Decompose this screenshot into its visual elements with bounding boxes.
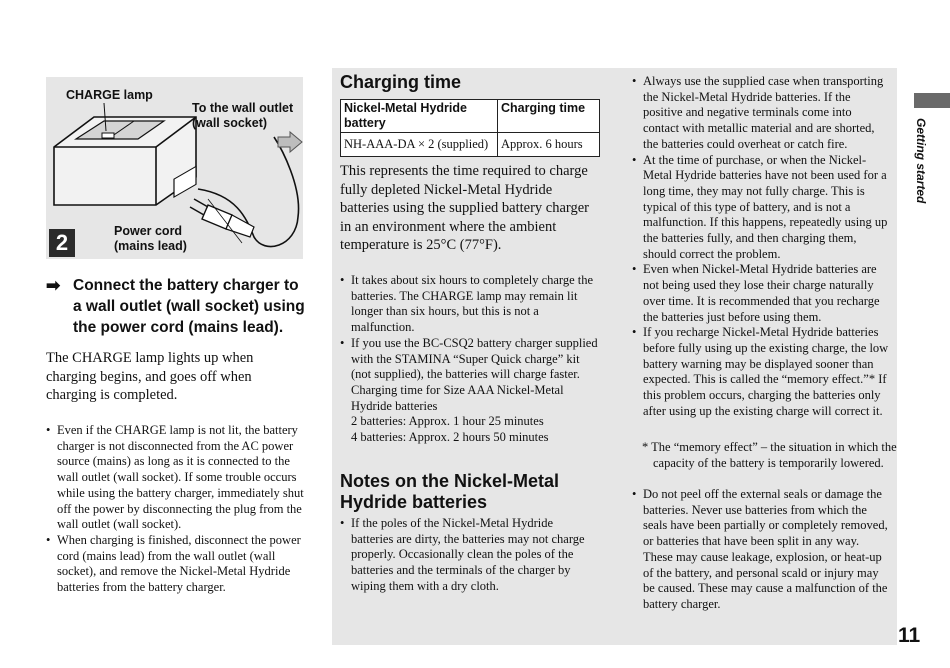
list-item: • Always use the supplied case when transporting the Nickel-Metal Hydride batteries. If the positive and negative terminals come into contact with metallic material and are shorted, the batteries could overheat or catch fire. (632, 74, 890, 153)
super-quick-charge-note: If you use the BC-CSQ2 battery charger supplied with the STAMINA “Super Quick charge” kit (not supplied), the batteries will charge faster. (351, 335, 598, 382)
step-number-badge: 2 (49, 229, 75, 257)
section-tab-label (912, 118, 932, 218)
step-title-text: Connect the battery charger to a wall outlet (wall socket) using the power cord (mains lead). (73, 277, 305, 336)
list-item: • At the time of purchase, or when the Nickel-Metal Hydride batteries have not been used for a long time, they may not fully charge. This is typical of this type of battery, and is not a malfunction. If this happens, repeatedly using up the batteries fully, and then charging them, should correct the problem. (632, 153, 890, 263)
charging-notes-list (340, 273, 598, 446)
notes-heading: Notes on the Nickel-Metal Hydride batteries (340, 471, 560, 512)
charge-lamp-intro: The CHARGE lamp lights up when charging begins, and goes off when charging is completed. (46, 350, 254, 403)
list-item: • If you recharge Nickel-Metal Hydride batteries before fully using up the existing charge, the low battery warning may be displayed sooner than expected. This is called the “memory effect.”* If this problem occurs, charging the batteries only after using up the existing charge will correct it. (632, 325, 890, 419)
list-item: • Do not peel off the external seals or damage the batteries. Never use batteries from which the seals have been partially or completely removed, or batteries that have been split in any way. These may cause leakage, explosion, or heat-up of the battery, and personal scald or injury may be caused. These may cause a malfunction of the battery charger. (632, 487, 890, 613)
list-item: • When charging is finished, disconnect the power cord (mains lead) from the wall outlet (wall socket), and remove the Nickel-Metal Hydride batteries from the battery charger. (46, 533, 304, 596)
step-instruction (46, 275, 308, 338)
table-cell-time: Approx. 6 hours (498, 133, 600, 157)
list-item: • Even if the CHARGE lamp is not lit, the battery charger is not disconnected from the AC power source (mains) as long as it is connected to the wall outlet (wall socket). If some trouble occurs while using the battery charger, immediately shut off the power by disconnecting the plug from the wall outlet (wall socket). (46, 423, 304, 533)
section-tab-marker (914, 93, 950, 108)
right-arrow-icon: ➡ (46, 276, 61, 295)
charging-time-description: This represents the time required to charge fully depleted Nickel-Metal Hydride batteries using the supplied battery charger in an environment where the ambient temperature is 25°C (77°F). (340, 163, 589, 253)
four-batteries-time: 4 batteries: Approx. 2 hours 50 minutes (351, 430, 549, 445)
seal-warning-list (632, 487, 890, 613)
memory-effect-footnote: * The “memory effect” – the situation in which the capacity of the battery is temporarily lowered. (642, 440, 897, 470)
pole-cleaning-list (340, 516, 598, 595)
list-item: • If the poles of the Nickel-Metal Hydride batteries are dirty, the batteries may not charge properly. Occasionally clean the poles of the batteries and the terminals of the charger by wiping them with a dry cloth. (340, 516, 598, 595)
page-number: 11 (898, 624, 921, 647)
charging-time-heading: Charging time (340, 72, 462, 92)
list-item (340, 336, 598, 446)
table-header-charging-time: Charging time (498, 100, 600, 133)
getting-started-label: Getting started (914, 118, 928, 204)
charging-time-table (340, 99, 600, 157)
charger-illustration (46, 77, 303, 259)
table-header-row (341, 100, 600, 133)
table-row (341, 133, 600, 157)
power-cord-label: Power cord (mains lead) (114, 224, 187, 253)
table-header-battery: Nickel-Metal Hydride battery (341, 100, 498, 133)
aaa-charging-time-label: Charging time for Size AAA Nickel-Metal Hydride batteries (351, 382, 564, 413)
list-item: • It takes about six hours to completely charge the batteries. The CHARGE lamp may remain lit longer than six hours, but this is not a malfunction. (340, 273, 598, 336)
list-item: • Even when Nickel-Metal Hydride batteries are not being used they lose their charge naturally over time. It is recommended that you recharge the batteries just before using them. (632, 262, 890, 325)
charge-lamp-label: CHARGE lamp (66, 88, 153, 102)
table-cell-battery: NH-AAA-DA × 2 (supplied) (341, 133, 498, 157)
wall-outlet-label: To the wall outlet (wall socket) (192, 101, 294, 130)
battery-notes-list (632, 74, 890, 419)
two-batteries-time: 2 batteries: Approx. 1 hour 25 minutes (351, 414, 544, 429)
left-notes-list (46, 423, 304, 596)
